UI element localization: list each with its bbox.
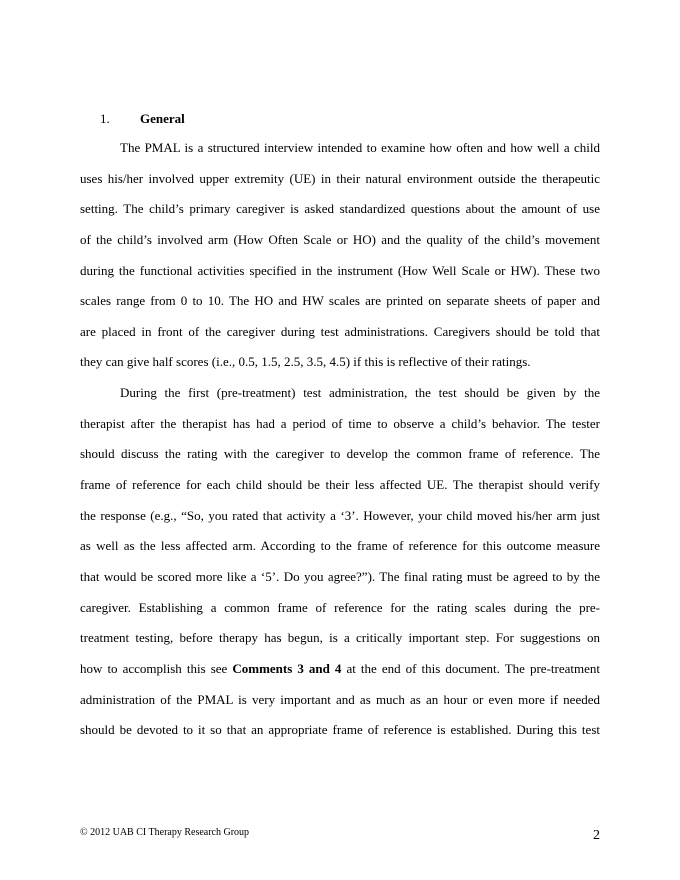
text-line: setting. The child’s primary caregiver is asked standardized questions about the amount of use [80,201,600,217]
text-segment: how to accomplish this see [80,660,233,676]
text-line: treatment testing, before therapy has begun, is a critically important step. For suggestions on [80,630,600,646]
text-line: frame of reference for each child should be their less affected UE. The therapist should verify [80,477,600,493]
page-number: 2 [593,828,600,843]
text-line: caregiver. Establishing a common frame of reference for the rating scales during the pre- [80,599,600,615]
comments-reference: Comments 3 and 4 [232,660,342,676]
text-line: During the first (pre-treatment) test administration, the test should be given by the [120,385,600,401]
text-line: are placed in front of the caregiver during test administrations. Caregivers should be told that [80,323,600,339]
text-line: during the functional activities specified in the instrument (How Well Scale or HW). These two [80,262,600,278]
text-line: as well as the less affected arm. According to the frame of reference for this outcome measure [80,538,600,554]
text-segment: at the end of this document. The pre-treatment [341,660,600,676]
section-title: General [140,111,185,126]
section-heading [100,111,185,127]
text-line: The PMAL is a structured interview intended to examine how often and how well a child [120,140,600,155]
text-line [80,654,600,685]
footer-copyright: © 2012 UAB CI Therapy Research Group [80,827,250,838]
text-line: that would be scored more like a ‘5’. Do you agree?”). The final rating must be agreed to by the [80,568,600,584]
section-number: 1. [100,111,110,126]
text-line: uses his/her involved upper extremity (UE) in their natural environment outside the therapeutic [80,170,600,186]
text-line: the response (e.g., “So, you rated that activity a ‘3’. However, your child moved his/her arm just [80,507,600,523]
text-line: should discuss the rating with the caregiver to develop the common frame of reference. The [80,446,600,462]
text-line: they can give half scores (i.e., 0.5, 1.5, 2.5, 3.5, 4.5) if this is reflective of their ratings. [80,354,531,370]
text-line: should be devoted to it so that an appropriate frame of reference is established. During this test [80,722,600,738]
text-line: therapist after the therapist has had a period of time to observe a child’s behavior. The tester [80,415,600,431]
body-text [80,133,600,746]
text-line: scales range from 0 to 10. The HO and HW scales are printed on separate sheets of paper and [80,293,600,309]
text-line: of the child’s involved arm (How Often Scale or HO) and the quality of the child’s movement [80,231,600,247]
text-line: administration of the PMAL is very important and as much as an hour or even more if needed [80,691,600,707]
